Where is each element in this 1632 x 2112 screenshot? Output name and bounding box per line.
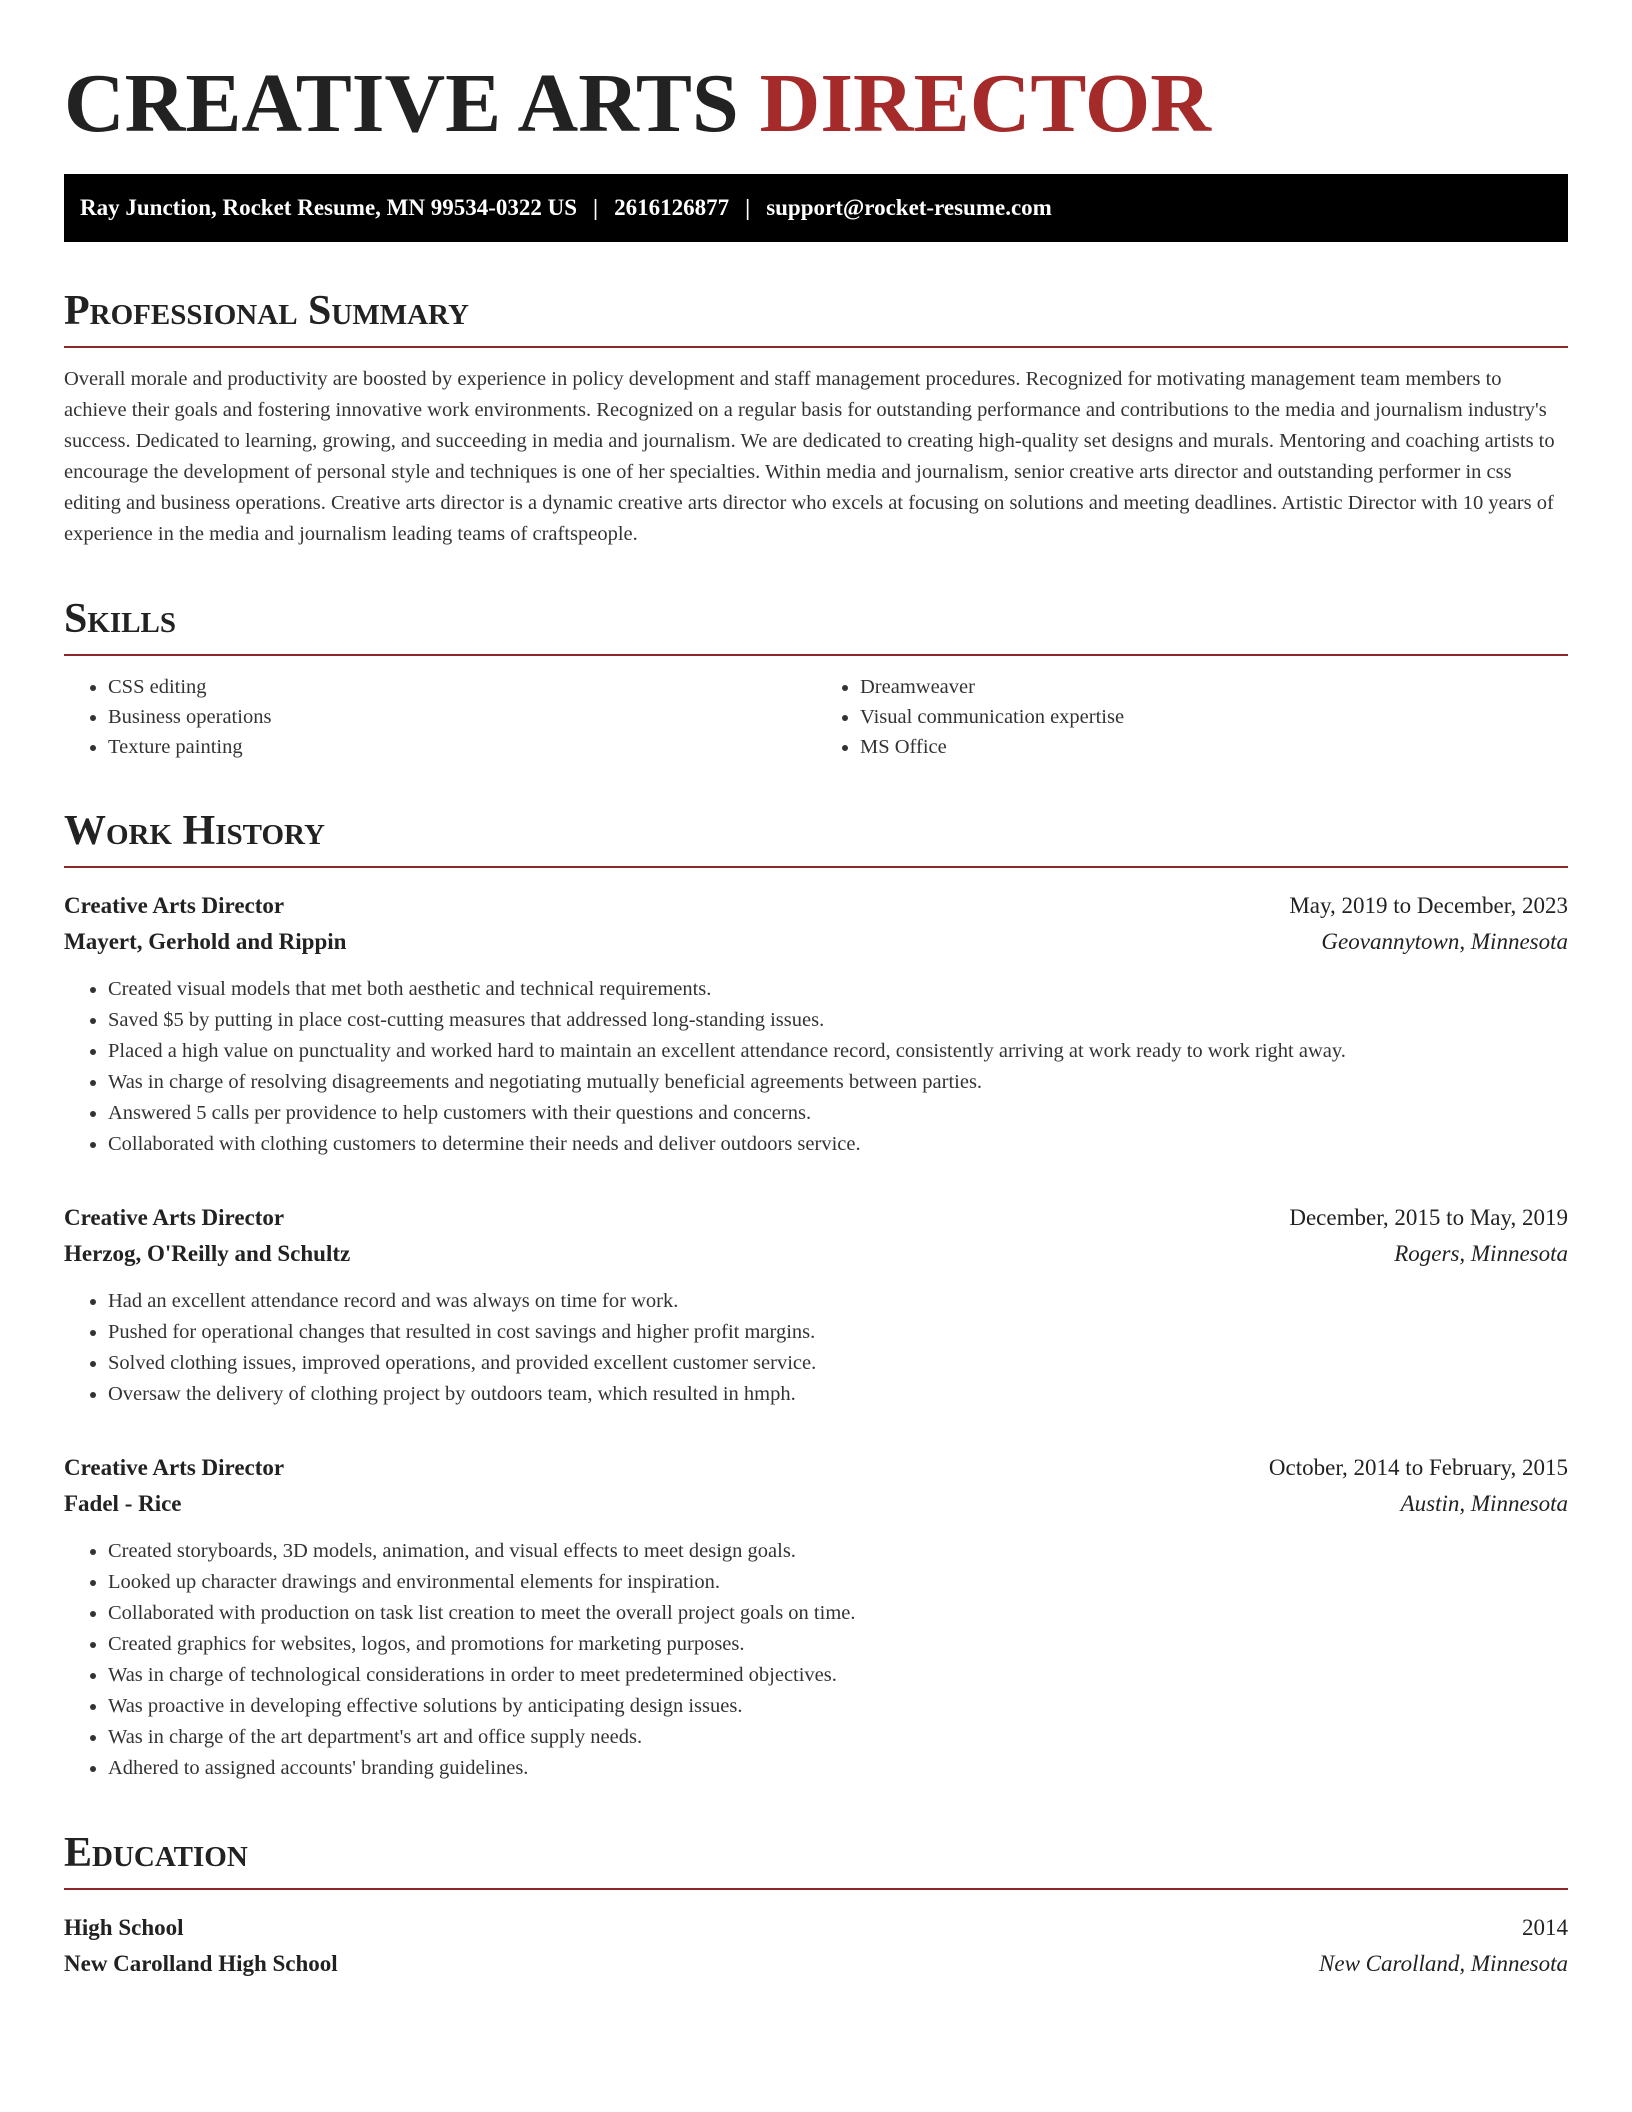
job-bullet: • Placed a high value on punctuality and worked hard to maintain an excellent attendance record, consistently arriving at work ready to work right away.	[108, 1036, 1568, 1067]
summary-text: Overall morale and productivity are boosted by experience in policy development and staff management procedures. Recognized for motivating management team members to achieve their goals and fostering innovative work environments. Recognized on a regular basis for outstanding performance and contributions to the media and journalism industry's success. Dedicated to learning, growing, and succeeding in media and journalism. We are dedicated to creating high-quality set designs and murals. Mentoring and coaching artists to encourage the development of personal style and techniques is one of her specialties. Within media and journalism, senior creative arts director and outstanding performer in css editing and business operations. Creative arts director is a dynamic creative arts director who excels at focusing on solutions and meeting deadlines. Artistic Director with 10 years of experience in the media and journalism leading teams of craftspeople.	[64, 368, 1555, 545]
skills-section	[64, 594, 1568, 762]
skill-item: • Texture painting	[108, 732, 816, 762]
job-bullet: • Collaborated with production on task list creation to meet the overall project goals on time.	[108, 1598, 1568, 1629]
work-title: Work History	[64, 806, 1568, 868]
education-degree: High School	[64, 1915, 184, 1940]
skills-columns	[64, 672, 1568, 762]
job-bullets	[64, 1286, 1568, 1410]
job-dates: December, 2015 to May, 2019	[1289, 1205, 1568, 1230]
education-year: 2014	[1522, 1915, 1568, 1940]
skill-item: • MS Office	[860, 732, 1568, 762]
job-bullet: • Was in charge of resolving disagreements and negotiating mutually beneficial agreements between parties.	[108, 1067, 1568, 1098]
contact-separator: |	[593, 195, 599, 220]
job-company: Mayert, Gerhold and Rippin	[64, 929, 347, 954]
contact-email: support@rocket-resume.com	[766, 195, 1052, 220]
job-bullet: • Created graphics for websites, logos, and promotions for marketing purposes.	[108, 1629, 1568, 1660]
job-title: Creative Arts Director	[64, 1205, 285, 1230]
job-title: Creative Arts Director	[64, 1455, 285, 1480]
contact-bar	[64, 174, 1568, 242]
education-subheader	[64, 1946, 1568, 1982]
job-bullet: • Oversaw the delivery of clothing project by outdoors team, which resulted in hmph.	[108, 1379, 1568, 1410]
job-company: Fadel - Rice	[64, 1491, 182, 1516]
contact-phone: 2616126877	[614, 195, 730, 220]
skill-item: • Business operations	[108, 702, 816, 732]
resume-name	[64, 54, 1568, 154]
name-accent: DIRECTOR	[759, 57, 1211, 150]
education-entry	[64, 1910, 1568, 1982]
contact-address: Ray Junction, Rocket Resume, MN 99534-0322 US	[80, 195, 578, 220]
work-section	[64, 806, 1568, 1784]
job-bullets	[64, 974, 1568, 1160]
skills-title: Skills	[64, 594, 1568, 656]
job-bullet: • Created visual models that met both aesthetic and technical requirements.	[108, 974, 1568, 1005]
job-bullet: • Looked up character drawings and environmental elements for inspiration.	[108, 1567, 1568, 1598]
job-entry	[64, 888, 1568, 1160]
education-location: New Carolland, Minnesota	[1319, 1951, 1568, 1976]
job-dates: October, 2014 to February, 2015	[1268, 1455, 1568, 1480]
skill-item: • CSS editing	[108, 672, 816, 702]
job-bullet: • Adhered to assigned accounts' branding guidelines.	[108, 1753, 1568, 1784]
skills-list-left	[64, 672, 816, 762]
summary-title: Professional Summary	[64, 286, 1568, 348]
job-location: Rogers, Minnesota	[1394, 1241, 1568, 1266]
job-dates: May, 2019 to December, 2023	[1289, 893, 1568, 918]
job-bullet: • Solved clothing issues, improved operations, and provided excellent customer service.	[108, 1348, 1568, 1379]
job-subheader	[64, 924, 1568, 960]
job-bullet: • Answered 5 calls per providence to help customers with their questions and concerns.	[108, 1098, 1568, 1129]
job-bullet: • Was in charge of technological considerations in order to meet predetermined objectives.	[108, 1660, 1568, 1691]
skill-item: • Dreamweaver	[860, 672, 1568, 702]
education-title: Education	[64, 1828, 1568, 1890]
contact-separator: |	[745, 195, 751, 220]
skills-list-right	[816, 672, 1568, 762]
skill-item: • Visual communication expertise	[860, 702, 1568, 732]
job-bullet: • Was proactive in developing effective solutions by anticipating design issues.	[108, 1691, 1568, 1722]
job-bullets	[64, 1536, 1568, 1784]
education-header	[64, 1910, 1568, 1946]
job-bullet: • Created storyboards, 3D models, animation, and visual effects to meet design goals.	[108, 1536, 1568, 1567]
job-bullet: • Collaborated with clothing customers to determine their needs and deliver outdoors service.	[108, 1129, 1568, 1160]
job-entry	[64, 1200, 1568, 1410]
job-bullet: • Saved $5 by putting in place cost-cutting measures that addressed long-standing issues.	[108, 1005, 1568, 1036]
job-subheader	[64, 1236, 1568, 1272]
job-header	[64, 888, 1568, 924]
job-company: Herzog, O'Reilly and Schultz	[64, 1241, 351, 1266]
job-location: Austin, Minnesota	[1400, 1491, 1568, 1516]
job-bullet: • Pushed for operational changes that resulted in cost savings and higher profit margins.	[108, 1317, 1568, 1348]
summary-section	[64, 286, 1568, 550]
job-header	[64, 1200, 1568, 1236]
job-location: Geovannytown, Minnesota	[1321, 929, 1568, 954]
education-section	[64, 1828, 1568, 1982]
job-entry	[64, 1450, 1568, 1784]
education-school: New Carolland High School	[64, 1951, 338, 1976]
job-subheader	[64, 1486, 1568, 1522]
job-header	[64, 1450, 1568, 1486]
job-bullet: • Had an excellent attendance record and was always on time for work.	[108, 1286, 1568, 1317]
name-main: CREATIVE ARTS	[64, 57, 739, 150]
job-bullet: • Was in charge of the art department's art and office supply needs.	[108, 1722, 1568, 1753]
job-title: Creative Arts Director	[64, 893, 285, 918]
